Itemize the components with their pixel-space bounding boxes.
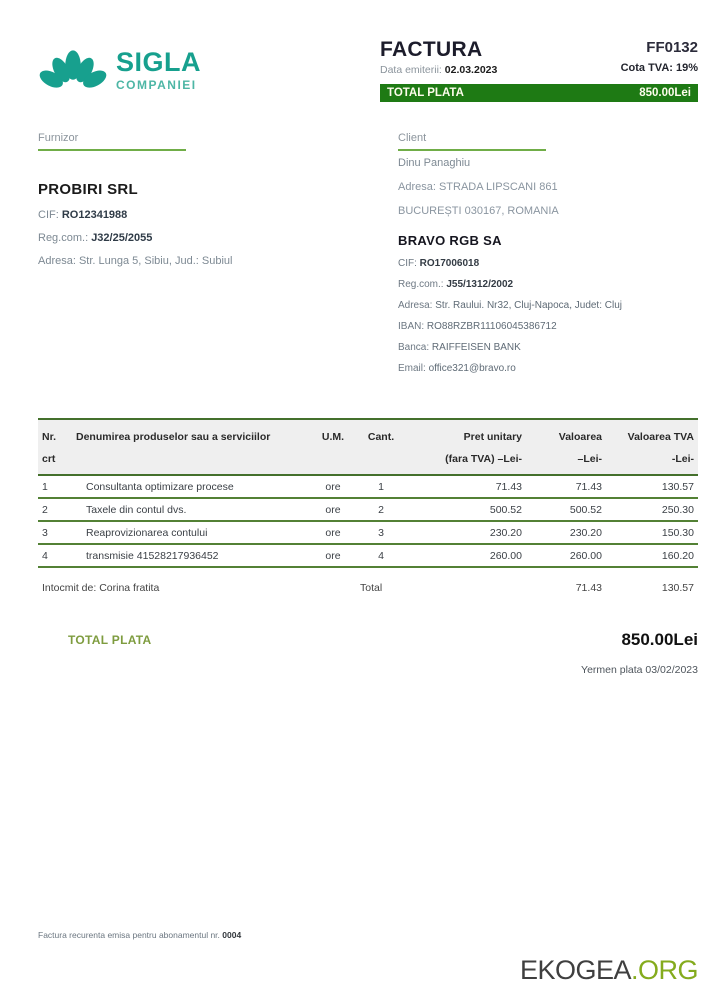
row-nr: 3 xyxy=(42,526,48,539)
company-logo xyxy=(38,42,201,98)
table-row xyxy=(38,499,698,522)
client-iban xyxy=(398,321,698,332)
parties-section xyxy=(38,132,698,374)
supplier-cif-label: CIF: xyxy=(38,209,62,221)
prepared-by: Intocmit de: Corina fratita xyxy=(42,582,160,595)
col-header-vat: Valoarea TVA -Lei- xyxy=(627,431,694,466)
row-price: 230.20 xyxy=(489,526,522,539)
client-email-label: Email: xyxy=(398,363,429,374)
items-table xyxy=(38,418,698,594)
client-iban-label: IBAN: xyxy=(398,321,427,332)
table-row xyxy=(38,476,698,499)
supplier-address-value: Str. Lunga 5, Sibiu, Jud.: Subiul xyxy=(78,255,233,267)
client-address-label: Adresa: xyxy=(398,300,436,311)
supplier-section-label: Furnizor xyxy=(38,132,79,144)
row-um: ore xyxy=(325,549,341,562)
client-contact-name: Dinu Panaghiu xyxy=(398,157,471,169)
recurring-invoice-note xyxy=(38,930,241,940)
table-row xyxy=(38,545,698,568)
supplier-reg-value: J32/25/2055 xyxy=(91,232,153,244)
supplier-reg xyxy=(38,232,398,244)
logo-subtitle: COMPANIEI xyxy=(116,77,197,92)
col-header-nr: Nr. crt xyxy=(42,431,57,466)
invoice-number: FF0132 xyxy=(646,39,698,56)
row-um: ore xyxy=(325,480,341,493)
lotus-logo-icon xyxy=(38,42,108,98)
row-qty: 2 xyxy=(378,503,384,516)
total-label: Total xyxy=(360,582,383,595)
row-value: 230.20 xyxy=(569,526,602,539)
supplier-cif-value: RO12341988 xyxy=(61,209,128,221)
row-qty: 1 xyxy=(378,480,384,493)
ekogea-brand xyxy=(520,955,698,986)
row-value: 71.43 xyxy=(575,480,602,493)
client-email xyxy=(398,363,698,374)
row-qty: 3 xyxy=(378,526,384,539)
vat-rate: Cota TVA: 19% xyxy=(620,62,698,74)
client-divider xyxy=(398,149,546,151)
total-vat: 130.57 xyxy=(661,582,694,595)
total-value: 71.43 xyxy=(575,582,602,595)
row-um: ore xyxy=(325,526,341,539)
client-section-label: Client xyxy=(398,132,427,144)
row-price: 71.43 xyxy=(495,480,522,493)
brand-main: EKOGEA xyxy=(519,955,631,985)
note-subscription-number: 0004 xyxy=(222,930,242,940)
client-cif-label: CIF: xyxy=(398,258,420,269)
table-row xyxy=(38,522,698,545)
invoice-title: FACTURA xyxy=(380,38,483,61)
col-header-um: U.M. xyxy=(321,431,345,443)
logo-title: SIGLA xyxy=(116,46,202,77)
supplier-reg-label: Reg.com.: xyxy=(38,232,92,244)
supplier-name: PROBIRI SRL xyxy=(38,181,138,198)
row-name: Consultanta optimizare procese xyxy=(86,480,234,493)
row-nr: 1 xyxy=(42,480,48,493)
row-vat: 160.20 xyxy=(661,549,694,562)
client-reg xyxy=(398,279,698,290)
row-vat: 150.30 xyxy=(661,526,694,539)
client-bank-value: RAIFFEISEN BANK xyxy=(431,342,521,353)
row-value: 500.52 xyxy=(569,503,602,516)
col-header-qty: Cant. xyxy=(367,431,395,443)
table-totals-row xyxy=(38,582,698,594)
col-header-value: Valoarea –Lei- xyxy=(558,431,602,466)
row-price: 500.52 xyxy=(489,503,522,516)
summary-total-amount: 850.00Lei xyxy=(621,630,698,650)
client-address-line2: BUCUREȘTI 030167, ROMANIA xyxy=(398,205,559,217)
row-nr: 2 xyxy=(42,503,48,516)
row-value: 260.00 xyxy=(569,549,602,562)
row-name: Taxele din contul dvs. xyxy=(86,503,187,516)
issue-date xyxy=(380,64,497,76)
client-reg-label: Reg.com.: xyxy=(398,279,447,290)
total-bar-amount: 850.00Lei xyxy=(639,87,691,99)
row-nr: 4 xyxy=(42,549,48,562)
brand-tld: .ORG xyxy=(630,955,698,985)
summary-total-label: TOTAL PLATA xyxy=(68,633,152,648)
supplier-section xyxy=(38,132,398,374)
logo-text xyxy=(116,46,202,92)
issue-date-label: Data emiterii: xyxy=(380,64,445,76)
supplier-address xyxy=(38,255,398,267)
note-text: Factura recurenta emisa pentru abonamentul nr. xyxy=(38,930,223,940)
client-reg-value: J55/1312/2002 xyxy=(446,279,514,290)
supplier-cif xyxy=(38,209,398,221)
row-price: 260.00 xyxy=(489,549,522,562)
payment-due-date: Yermen plata 03/02/2023 xyxy=(581,664,698,677)
row-name: transmisie 41528217936452 xyxy=(86,549,219,562)
row-vat: 250.30 xyxy=(661,503,694,516)
client-address-value: Str. Raului. Nr32, Cluj-Napoca, Judet: Cluj xyxy=(435,300,622,311)
table-header-row xyxy=(38,418,698,476)
row-vat: 130.57 xyxy=(661,480,694,493)
total-payment-bar xyxy=(380,84,698,102)
client-address-line1: Adresa: STRADA LIPSCANI 861 xyxy=(398,181,558,193)
issue-date-value: 02.03.2023 xyxy=(444,64,498,76)
invoice-header-block xyxy=(380,38,698,102)
total-bar-label: TOTAL PLATA xyxy=(387,87,464,99)
client-company-name: BRAVO RGB SA xyxy=(398,233,502,248)
supplier-address-label: Adresa: xyxy=(38,255,79,267)
summary-section xyxy=(38,630,698,650)
client-section xyxy=(398,132,698,374)
row-qty: 4 xyxy=(378,549,384,562)
col-header-name: Denumirea produselor sau a serviciilor xyxy=(76,431,271,443)
client-cif-value: RO17006018 xyxy=(419,258,480,269)
header xyxy=(38,38,698,102)
row-um: ore xyxy=(325,503,341,516)
client-address xyxy=(398,300,698,311)
supplier-divider xyxy=(38,149,186,151)
col-header-price: Pret unitary (fara TVA) –Lei- xyxy=(445,431,522,466)
client-bank-label: Banca: xyxy=(398,342,432,353)
row-name: Reaprovizionarea contului xyxy=(86,526,208,539)
client-bank xyxy=(398,342,698,353)
client-cif xyxy=(398,258,698,269)
client-iban-value: RO88RZBR11106045386712 xyxy=(426,321,557,332)
client-email-value: office321@bravo.ro xyxy=(428,363,516,374)
